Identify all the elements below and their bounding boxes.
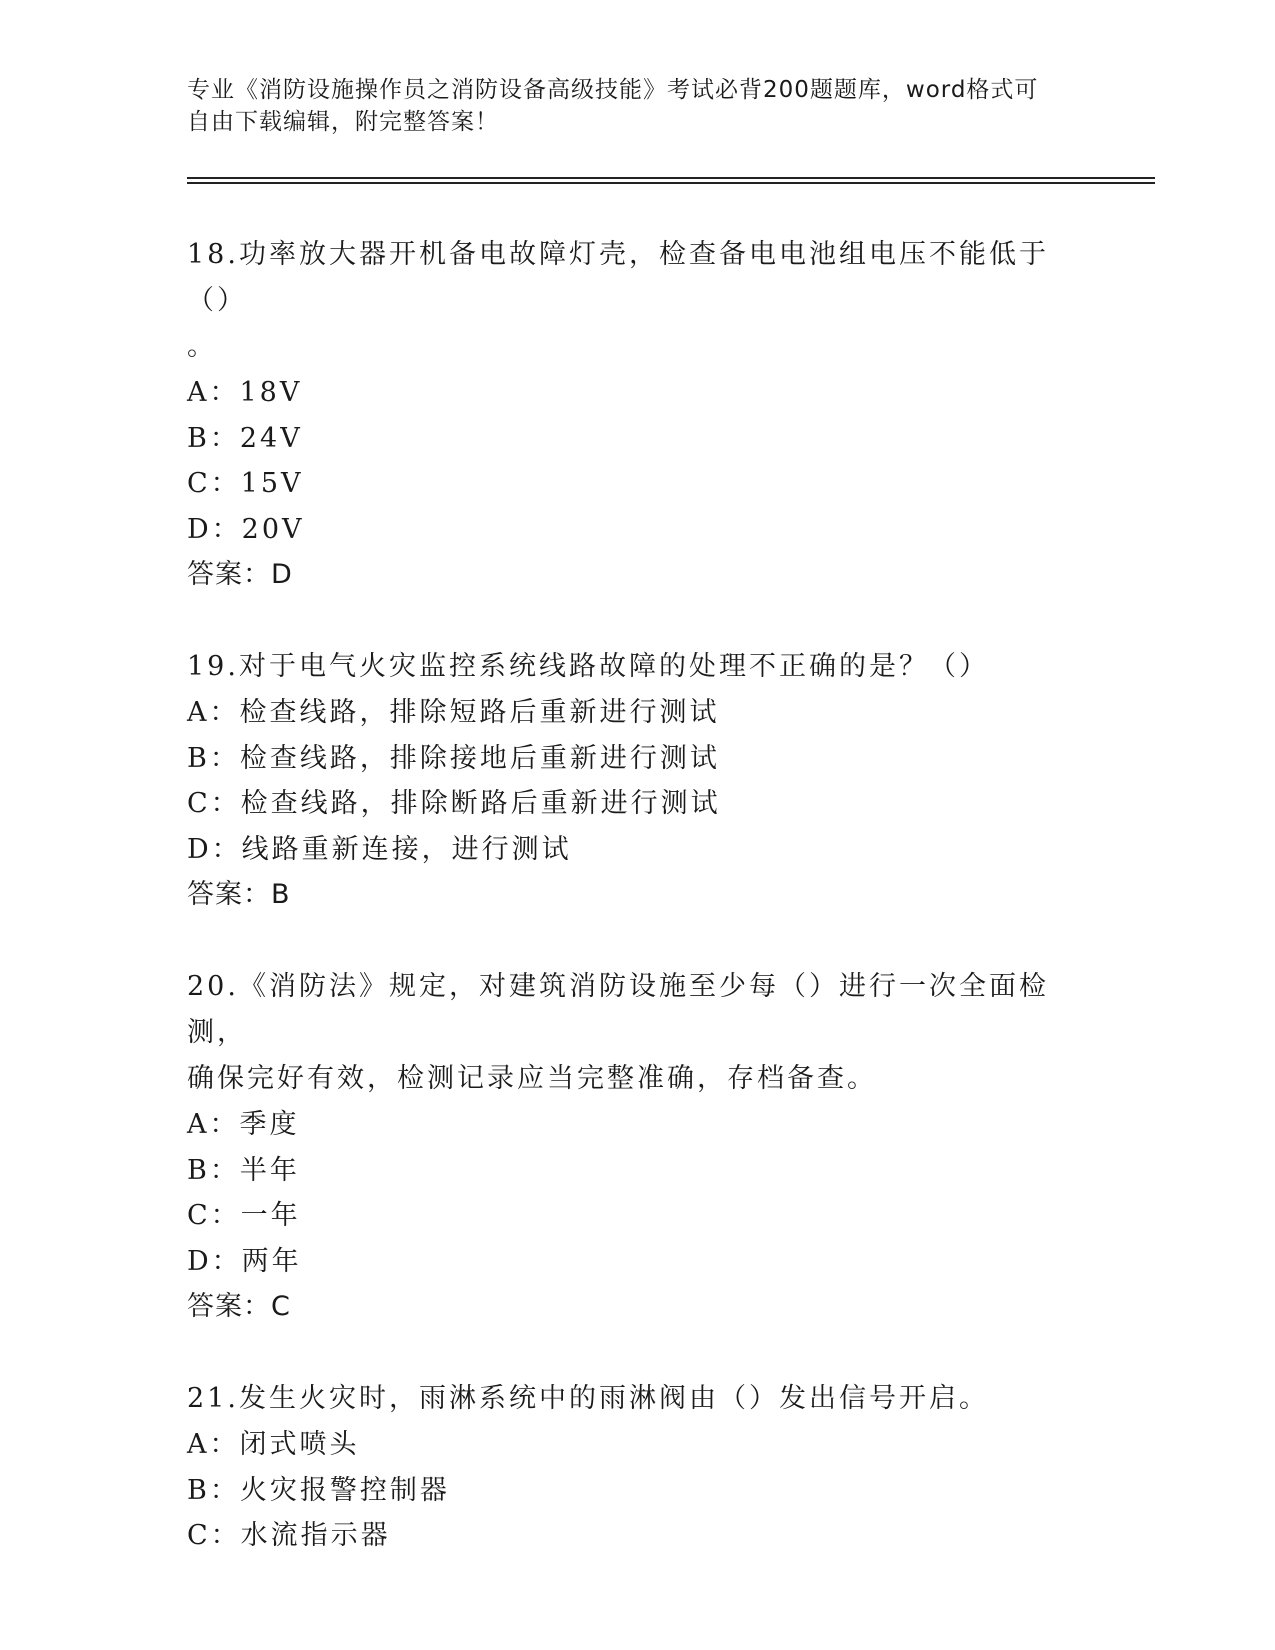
answer: 答案：D bbox=[187, 559, 293, 590]
option-d: D：两年 bbox=[187, 1245, 302, 1277]
answer: 答案：C bbox=[187, 1291, 291, 1322]
option-a: A：闭式喷头 bbox=[187, 1429, 360, 1460]
question-stem: 18.功率放大器开机备电故障灯壳，检查备电电池组电压不能低于（） bbox=[187, 239, 1049, 316]
answer: 答案：B bbox=[187, 879, 291, 910]
option-c: C：检查线路，排除断路后重新进行测试 bbox=[187, 788, 721, 819]
document-header bbox=[187, 74, 1067, 138]
question-stem: 21.发生火灾时，雨淋系统中的雨淋阀由（）发出信号开启。 bbox=[187, 1383, 989, 1414]
option-c: C：水流指示器 bbox=[187, 1520, 391, 1551]
question-21 bbox=[187, 1376, 1087, 1559]
option-b: B：24V bbox=[187, 422, 303, 454]
question-stem-continued: 。 bbox=[187, 331, 217, 362]
question-stem-continued: 确保完好有效，检测记录应当完整准确，存档备查。 bbox=[187, 1063, 877, 1094]
option-b: B：火灾报警控制器 bbox=[187, 1474, 450, 1506]
question-20 bbox=[187, 964, 1087, 1330]
option-a: A：18V bbox=[187, 377, 303, 408]
question-19 bbox=[187, 644, 1087, 918]
option-c: C：15V bbox=[187, 468, 304, 499]
option-a: A：检查线路，排除短路后重新进行测试 bbox=[187, 697, 720, 728]
question-18 bbox=[187, 232, 1087, 598]
option-b: B：半年 bbox=[187, 1154, 300, 1186]
option-c: C：一年 bbox=[187, 1200, 301, 1231]
option-d: D：20V bbox=[187, 513, 305, 545]
question-stem: 20.《消防法》规定，对建筑消防设施至少每（）进行一次全面检测， bbox=[187, 971, 1049, 1048]
header-divider-top bbox=[187, 177, 1155, 179]
question-list bbox=[187, 232, 1087, 1605]
question-stem: 19.对于电气火灾监控系统线路故障的处理不正确的是？（） bbox=[187, 651, 989, 682]
header-divider-bottom bbox=[187, 182, 1155, 184]
header-line-2: 自由下载编辑，附完整答案！ bbox=[187, 109, 499, 135]
option-a: A：季度 bbox=[187, 1109, 300, 1140]
option-b: B：检查线路，排除接地后重新进行测试 bbox=[187, 742, 720, 774]
header-line-1: 专业《消防设施操作员之消防设备高级技能》考试必背200题题库，word格式可 bbox=[187, 77, 1039, 103]
option-d: D：线路重新连接，进行测试 bbox=[187, 833, 572, 865]
